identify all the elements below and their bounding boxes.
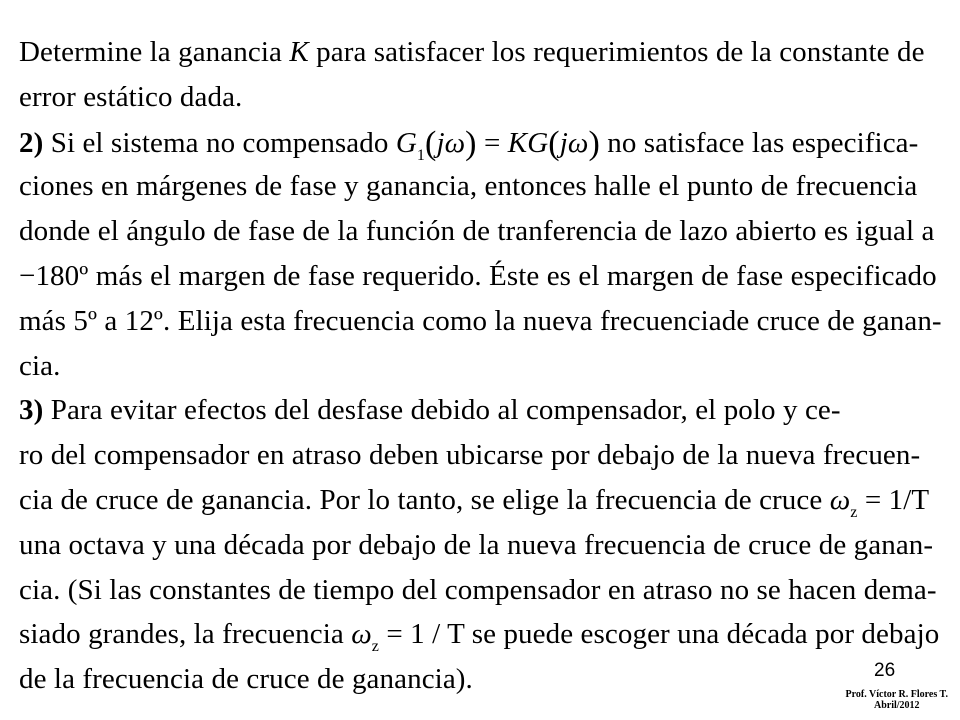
text-line-15: de la frecuencia de cruce de ganancia). <box>19 663 473 696</box>
text-fragment: cia de cruce de ganancia. Por lo tanto, se elige la frecuencia de cruce <box>19 483 823 516</box>
slide-body <box>19 30 944 702</box>
text-line-5: donde el ángulo de fase de la función de tranferencia de lazo abierto es igual a <box>19 215 935 248</box>
text-line-14 <box>19 612 944 657</box>
text-line-13: cia. (Si las constantes de tiempo del compensador en atraso no se hacen dema- <box>19 573 937 606</box>
math-kg: KG <box>507 126 549 159</box>
text-fragment: Si el sistema no compensado <box>50 126 389 159</box>
step-number-2: 2) <box>19 126 44 159</box>
equation-omega-z <box>829 483 930 521</box>
math-omega: ω <box>829 483 851 516</box>
text-line-10: ro del compensador en atraso deben ubicarse por debajo de la nueva frecuen- <box>19 439 921 472</box>
math-g: G <box>395 126 417 159</box>
text-fragment: siado grandes, la frecuencia <box>19 618 344 651</box>
math-jw: jω <box>559 126 589 159</box>
text-line-4: ciones en márgenes de fase y ganancia, entonces halle el punto de frecuencia <box>19 170 918 203</box>
author-footer <box>846 689 949 711</box>
paren: ) <box>588 124 600 162</box>
paren: ) <box>465 124 477 162</box>
text-line-12: una octava y una década por debajo de la nueva frecuencia de cruce de ganan- <box>19 528 934 561</box>
step-number-3: 3) <box>19 394 44 427</box>
paren: ( <box>548 124 560 162</box>
math-rhs: = 1 / T <box>379 618 465 651</box>
text-line-1 <box>19 30 944 75</box>
math-minus-180: −180º <box>19 259 89 292</box>
text-line-9 <box>19 388 944 433</box>
equation-omega-z-2 <box>351 618 465 656</box>
page-number: 26 <box>874 660 896 681</box>
text-fragment: Determine la ganancia <box>19 36 282 68</box>
equation-open-loop <box>395 124 600 164</box>
math-variable-k: K <box>289 36 309 68</box>
math-subscript: z <box>850 503 858 521</box>
text-line-7: más 5º a 12º. Elija esta frecuencia como la nueva frecuenciade cruce de ganan- <box>19 304 942 337</box>
paren: ( <box>425 124 437 162</box>
text-line-2: error estático dada. <box>19 80 243 113</box>
math-rhs: = 1/T <box>857 483 930 516</box>
footer-date: Abril/2012 <box>873 700 920 711</box>
math-subscript: z <box>371 638 379 656</box>
text-line-3 <box>19 120 944 165</box>
text-fragment: se puede escoger una década por debajo <box>471 618 940 651</box>
text-line-11 <box>19 478 944 523</box>
math-jw: jω <box>436 126 466 159</box>
text-fragment: más el margen de fase requerido. Éste es el margen de fase especificado <box>95 259 937 292</box>
text-fragment: no satisface las especifica- <box>607 126 919 159</box>
text-line-8: cia. <box>19 349 61 382</box>
math-equals: = <box>476 126 508 159</box>
math-subscript: 1 <box>416 146 425 164</box>
text-fragment: Para evitar efectos del desfase debido al compensador, el polo y ce- <box>50 394 841 427</box>
text-line-6 <box>19 254 944 299</box>
footer-author: Prof. Víctor R. Flores T. <box>845 689 948 700</box>
text-fragment: para satisfacer los requerimientos de la constante de <box>316 36 925 68</box>
math-omega: ω <box>351 618 372 651</box>
